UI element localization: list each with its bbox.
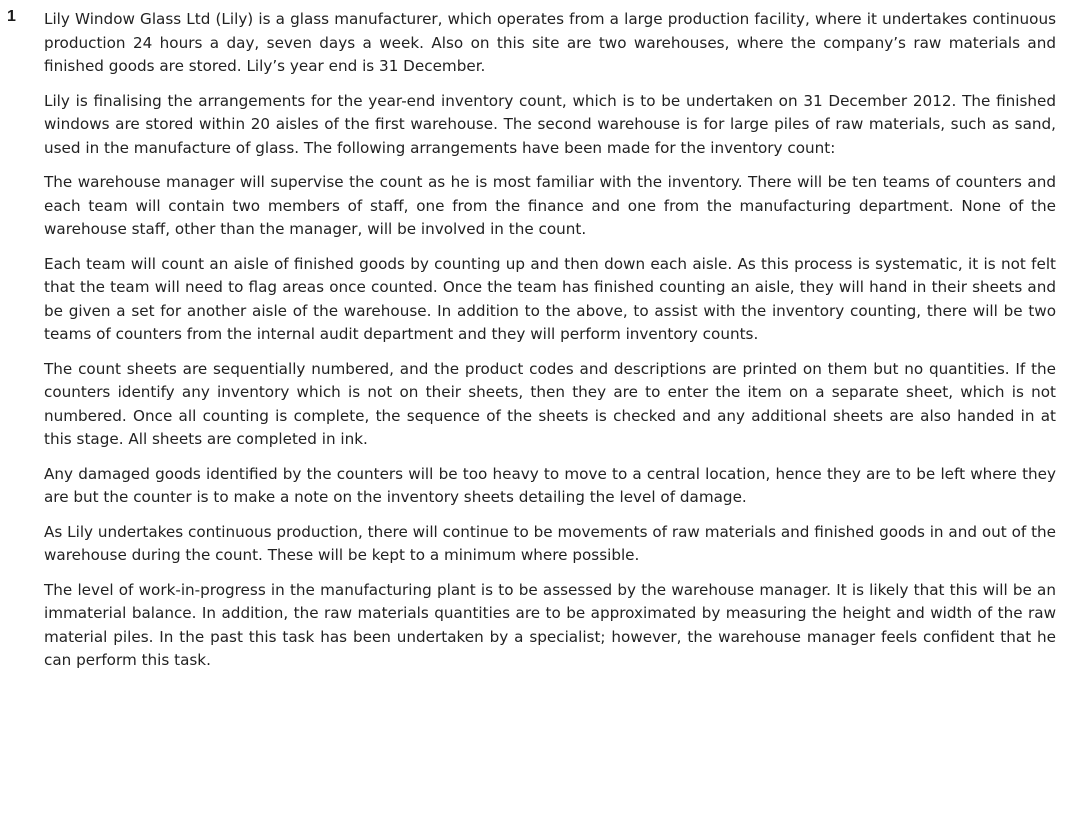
- paragraph-count-sheets: The count sheets are sequentially numbered, and the product codes and descriptions are printed on them but no quantities. If the counters identify any inventory which is not on their sheets, then they are to enter the item on a separate sheet, which is not numbered. Once all counting is complete, the sequence of the sheets is checked and any additional sheets are also handed in at this stage. All sheets are completed in ink.: [44, 359, 1056, 448]
- paragraph-counting-teams: Each team will count an aisle of finished goods by counting up and then down each aisle. As this process is systematic, it is not felt that the team will need to flag areas once counted. Once the team has finished counting an aisle, they will hand in their sheets and be given a set for another aisle of the warehouse. In addition to the above, to assist with the inventory counting, there will be two teams of counters from the internal audit department and they will perform inventory counts.: [44, 254, 1056, 343]
- question-number: 1: [7, 8, 16, 25]
- paragraph-damaged-goods: Any damaged goods identified by the counters will be too heavy to move to a central location, hence they are to be left where they are but the counter is to make a note on the inventory sheets detailing the level of damage.: [44, 464, 1056, 506]
- paragraph-supervision: The warehouse manager will supervise the count as he is most familiar with the inventory. There will be ten teams of counters and each team will contain two members of staff, one from the finance and one from the manufacturing department. None of the warehouse staff, other than the manager, will be involved in the count.: [44, 173, 1056, 238]
- paragraph-company-overview: Lily Window Glass Ltd (Lily) is a glass manufacturer, which operates from a large production facility, where it undertakes continuous production 24 hours a day, seven days a week. Also on this site are two warehouses, where the company’s raw materials and finished goods are stored. Lily’s year end is 31 December.: [44, 10, 1056, 75]
- paragraph-work-in-progress: The level of work-in-progress in the manufacturing plant is to be assessed by the warehouse manager. It is likely that this will be an immaterial balance. In addition, the raw materials quantities are to be approximated by measuring the height and width of the raw material piles. In the past this task has been undertaken by a specialist; however, the warehouse manager feels confident that he can perform this task.: [44, 580, 1056, 669]
- paragraph-movements: As Lily undertakes continuous production, there will continue to be movements of raw materials and finished goods in and out of the warehouse during the count. These will be kept to a minimum where possible.: [44, 522, 1056, 564]
- paragraph-count-arrangements: Lily is finalising the arrangements for the year-end inventory count, which is to be undertaken on 31 December 2012. The finished windows are stored within 20 aisles of the first warehouse. The second warehouse is for large piles of raw materials, such as sand, used in the manufacture of glass. The following arrangements have been made for the inventory count:: [44, 91, 1056, 157]
- question-body: [44, 8, 1056, 684]
